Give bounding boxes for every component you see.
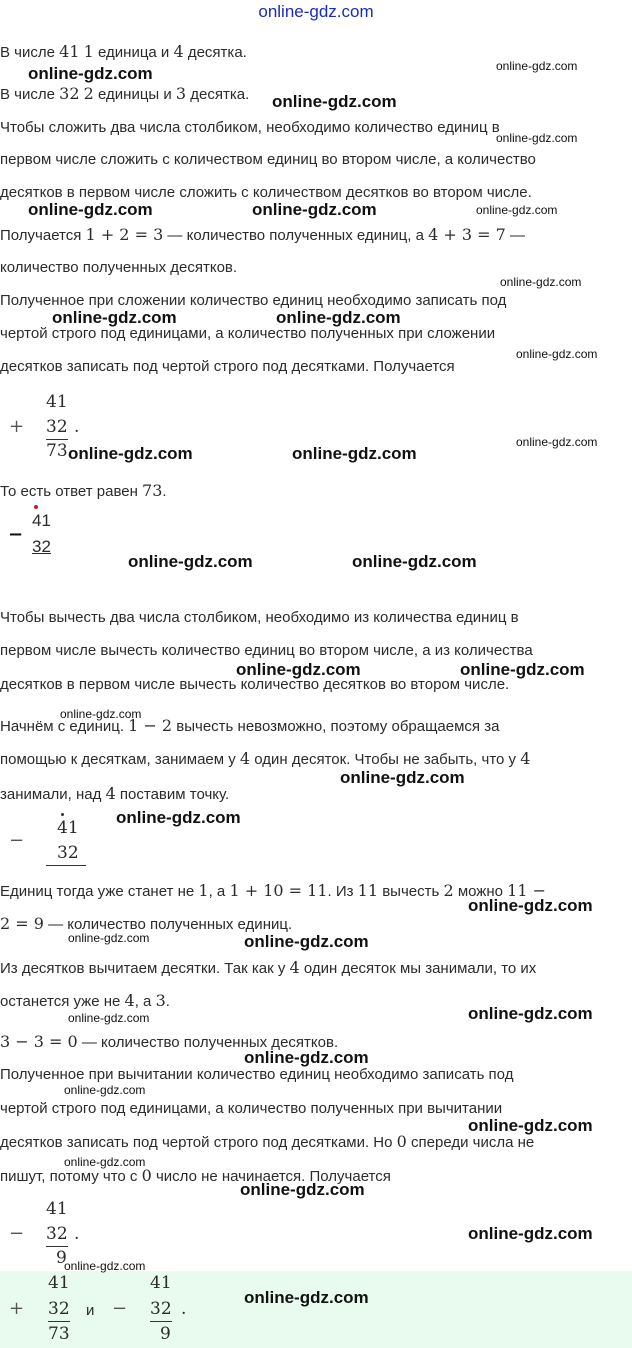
text-line-22: 3 − 3 = 0 — количество полученных десятков. (0, 1032, 339, 1051)
minus-sign: − (9, 830, 25, 851)
watermark: online-gdz.com (52, 308, 177, 327)
watermark: online-gdz.com (516, 347, 598, 361)
subtrahend: 32 (57, 843, 79, 863)
text-line-10: десятков записать под чертой строго под десятками. Получается (0, 358, 455, 375)
watermark: online-gdz.com (64, 1259, 146, 1273)
text-line-8: Полученное при сложении количество единиц необходимо записать под (0, 292, 507, 309)
answer-highlight-band (0, 1271, 632, 1348)
sum-result: 73 (46, 441, 68, 461)
watermark: online-gdz.com (28, 64, 153, 83)
final-addend-2: 32 (48, 1299, 70, 1319)
final-minuend: 41 (150, 1273, 172, 1293)
minus-sign: − (8, 524, 24, 545)
text-line-26: пишут, потому что с 0 число не начинается. Получается (0, 1166, 391, 1185)
watermark: online-gdz.com (116, 808, 241, 827)
watermark: online-gdz.com (468, 1224, 593, 1243)
text-line-19: 2 = 9 — количество полученных единиц. (0, 914, 293, 933)
watermark: online-gdz.com (68, 444, 193, 463)
column-bar (46, 1246, 68, 1247)
text-line-7: количество полученных десятков. (0, 259, 238, 276)
watermark: online-gdz.com (500, 275, 582, 289)
watermark: online-gdz.com (240, 1180, 365, 1199)
text-line-18: Единиц тогда уже станет не 1, а 1 + 10 = 11. Из 11 вычесть 2 можно 11 − (0, 881, 546, 900)
column-bar (46, 865, 86, 866)
addend-2: 32 (46, 417, 68, 437)
minuend: 41 (57, 818, 79, 838)
text-line-20: Из десятков вычитаем десятки. Так как у 4 один десяток мы занимали, то их (0, 958, 537, 977)
subtrahend: 32 (32, 537, 51, 556)
text-line-16: помощью к десяткам, занимаем у 4 один десяток. Чтобы не забыть, что у 4 (0, 749, 531, 768)
watermark: online-gdz.com (68, 1011, 150, 1025)
period: . (74, 1224, 80, 1244)
watermark: online-gdz.com (272, 92, 397, 111)
text-line-13: первом числе вычесть количество единиц во втором числе, а из количества (0, 642, 533, 659)
borrow-dot (34, 505, 38, 509)
watermark: online-gdz.com (244, 932, 369, 951)
minus-sign: − (112, 1298, 128, 1319)
text-line-4: первом числе сложить с количеством единиц во втором числе, а количество (0, 151, 536, 168)
plus-sign: + (9, 416, 25, 437)
text-line-12: Чтобы вычесть два числа столбиком, необходимо из количества единиц в (0, 609, 519, 626)
text-line-23: Полученное при вычитании количество единиц необходимо записать под (0, 1066, 514, 1083)
watermark: online-gdz.com (352, 552, 477, 571)
watermark: online-gdz.com (292, 444, 417, 463)
watermark: online-gdz.com (496, 131, 578, 145)
final-addend-1: 41 (48, 1273, 70, 1293)
text-line-6: Получается 1 + 2 = 3 — количество полученных единиц, а 4 + 3 = 7 — (0, 225, 525, 244)
text-line-21: останется уже не 4, а 3. (0, 991, 170, 1010)
watermark: online-gdz.com (468, 896, 593, 915)
watermark: online-gdz.com (244, 1048, 369, 1067)
addend-1: 41 (46, 392, 68, 412)
subtrahend: 32 (46, 1224, 68, 1244)
and-word: и (86, 1302, 95, 1319)
watermark: online-gdz.com (252, 200, 377, 219)
text-line-17: занимали, над 4 поставим точку. (0, 784, 230, 803)
minus-sign: − (9, 1223, 25, 1244)
watermark: online-gdz.com (64, 1083, 146, 1097)
text-line-5: десятков в первом числе сложить с количеством десятков во втором числе. (0, 184, 532, 201)
text-line-1: В числе 41 1 единица и 4 десятка. (0, 42, 247, 61)
column-bar (48, 1321, 70, 1322)
watermark: online-gdz.com (64, 1155, 146, 1169)
watermark: online-gdz.com (496, 59, 578, 73)
watermark: online-gdz.com (468, 1116, 593, 1135)
watermark: online-gdz.com (60, 707, 142, 721)
column-bar (150, 1321, 172, 1322)
text-line-24: чертой строго под единицами, а количество полученных при вычитании (0, 1100, 503, 1117)
borrow-dot (61, 813, 64, 816)
final-subtrahend: 32 (150, 1299, 172, 1319)
watermark: online-gdz.com (68, 931, 150, 945)
watermark: online-gdz.com (236, 660, 361, 679)
period: . (181, 1299, 187, 1319)
text-line-25: десятков записать под чертой строго под десятками. Но 0 спереди числа не (0, 1132, 535, 1151)
watermark: online-gdz.com (244, 1288, 369, 1307)
watermark: online-gdz.com (460, 660, 585, 679)
watermark: online-gdz.com (476, 203, 558, 217)
text-line-2: В числе 32 2 единицы и 3 десятка. (0, 84, 250, 103)
site-header-watermark[interactable]: online-gdz.com (258, 2, 374, 21)
watermark: online-gdz.com (516, 435, 598, 449)
minuend: 41 (46, 1199, 68, 1219)
text-line-3: Чтобы сложить два числа столбиком, необходимо количество единиц в (0, 119, 500, 136)
watermark: online-gdz.com (276, 308, 401, 327)
text-line-9: чертой строго под единицами, а количество полученных при сложении (0, 325, 496, 342)
watermark: online-gdz.com (468, 1004, 593, 1023)
final-difference: 9 (160, 1324, 171, 1344)
text-line-14: десятков в первом числе вычесть количество десятков во втором числе. (0, 676, 510, 693)
text-line-11: То есть ответ равен 73. (0, 481, 167, 500)
watermark: online-gdz.com (128, 552, 253, 571)
watermark: online-gdz.com (28, 200, 153, 219)
watermark: online-gdz.com (340, 768, 465, 787)
plus-sign: + (9, 1298, 25, 1319)
final-sum: 73 (48, 1324, 70, 1344)
minuend: 41 (32, 511, 51, 530)
period: . (74, 417, 80, 437)
text-line-15: Начнём с единиц. 1 − 2 вычесть невозможно, поэтому обращаемся за (0, 716, 500, 735)
difference-result: 9 (56, 1248, 67, 1268)
column-bar (46, 439, 68, 440)
